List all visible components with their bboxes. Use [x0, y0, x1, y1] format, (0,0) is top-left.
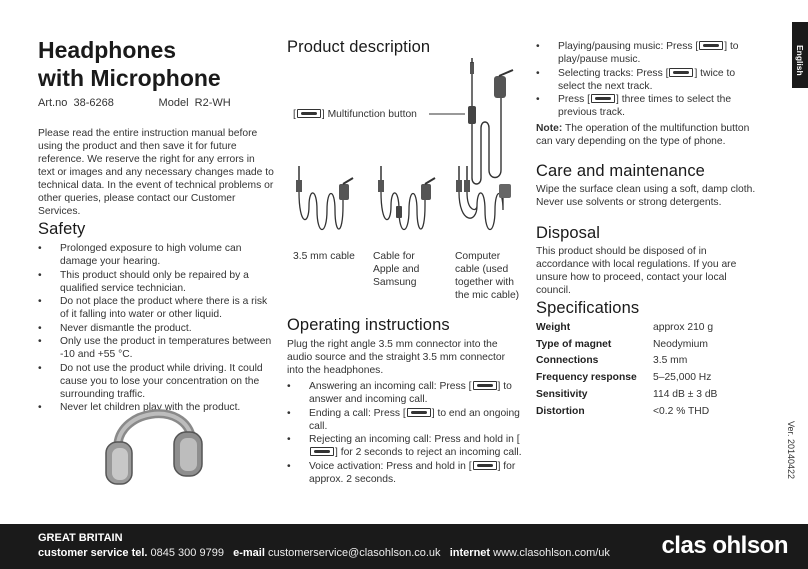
safety-heading: Safety — [38, 220, 86, 238]
multifunction-label: [ ] Multifunction button — [293, 109, 417, 120]
disposal-heading: Disposal — [536, 224, 601, 242]
multifunction-button-icon — [473, 381, 497, 390]
list-item: • Ending a call: Press [ ] to end an ongoing call. — [287, 407, 523, 433]
operating-heading: Operating instructions — [287, 316, 450, 334]
multifunction-button-icon — [473, 461, 497, 470]
list-item: • Do not use the product while driving. It could cause you to lose your concentration on the surrounding traffic. — [38, 362, 274, 401]
care-text: Wipe the surface clean using a soft, damp cloth. Never use solvents or strong detergents. — [536, 184, 756, 208]
cable-caption-computer: Computer cable (used together with the mic cable) — [455, 251, 520, 301]
multifunction-button-icon — [407, 408, 431, 417]
table-row: Sensitivity 114 dB ± 3 dB — [536, 389, 718, 401]
product-description-heading: Product description — [287, 38, 431, 56]
model-label: Model — [158, 97, 189, 109]
list-item: • Never let children play with the product. — [38, 401, 274, 414]
list-item: • Rejecting an incoming call: Press and hold in [] for 2 seconds to reject an incoming call. — [287, 433, 523, 459]
list-item: • Only use the product in temperatures between -10 and +55 °C. — [38, 335, 274, 361]
computer-cable-illustration — [453, 166, 523, 246]
headphones-illustration — [100, 392, 210, 492]
version-label: Ver. 20140422 — [786, 421, 796, 480]
disposal-text: This product should be disposed of in accordance with local regulations. If you are unsure how to proceed, contact your local council. — [536, 246, 737, 296]
multifunction-button-icon — [699, 41, 723, 50]
note-text — [536, 122, 766, 148]
list-item: • Answering an incoming call: Press [ ] to answer and incoming call. — [287, 380, 523, 406]
multifunction-button-icon — [591, 94, 615, 103]
playback-list — [536, 40, 754, 120]
list-item: • Voice activation: Press and hold in [ ] for approx. 2 seconds. — [287, 460, 523, 486]
art-label: Art.no — [38, 97, 68, 109]
list-item: • Playing/pausing music: Press [ ] to play/pause music. — [536, 40, 754, 66]
intro-text: Please read the entire instruction manual before using the product and then save it for future reference. We reserve the right for any errors in text or images and any necessary changes made to technical data. In the event of technical problems or other queries, please contact our Customer Services. — [38, 128, 274, 217]
footer-country: GREAT BRITAIN — [38, 532, 123, 544]
footer — [0, 524, 808, 569]
list-item: • This product should only be repaired by a qualified service technician. — [38, 269, 274, 295]
operating-intro: Plug the right angle 3.5 mm connector into the audio source and the straight 3.5 mm connector into the headphones. — [287, 339, 506, 376]
care-heading: Care and maintenance — [536, 162, 705, 180]
note-label: Note: — [536, 123, 563, 134]
list-item: • Never dismantle the product. — [38, 322, 274, 335]
note-body: The operation of the multifunction button can vary depending on the type of phone. — [536, 123, 750, 147]
article-info — [38, 97, 231, 109]
footer-tel: 0845 300 9799 — [150, 547, 224, 559]
cable-caption-apple-samsung: Cable for Apple and Samsung — [373, 251, 420, 288]
footer-email-link[interactable]: customerservice@clasohlson.co.uk — [267, 547, 441, 559]
cable-caption-35mm: 3.5 mm cable — [293, 251, 355, 262]
cable-35mm-illustration — [291, 166, 361, 246]
list-item: • Press [ ] three times to select the previous track. — [536, 93, 754, 119]
art-number: 38-6268 — [73, 97, 114, 109]
list-item: • Do not place the product where there is a risk of it falling into water or other liquid. — [38, 295, 274, 321]
table-row: Distortion <0.2 % THD — [536, 405, 710, 417]
model-number: R2-WH — [194, 97, 231, 109]
table-row: Frequency response 5–25,000 Hz — [536, 372, 712, 384]
multifunction-button-icon — [310, 447, 334, 456]
page-title — [38, 36, 278, 92]
multifunction-button-icon — [297, 109, 321, 118]
specifications-table — [536, 319, 756, 420]
footer-contact: customer service tel. 0845 300 9799 e-mail customerservice@clasohlson.co.uk internet www.clasohlson.com/uk — [38, 547, 610, 559]
table-row: Type of magnet Neodymium — [536, 338, 708, 350]
table-row: Weight approx 210 g — [536, 321, 714, 333]
cable-apple-samsung-illustration — [373, 166, 443, 246]
multifunction-label-text: Multifunction button — [327, 109, 417, 120]
language-tab: English — [792, 22, 808, 88]
footer-website-link[interactable]: www.clasohlson.com/uk — [493, 547, 610, 559]
list-item: • Prolonged exposure to high volume can damage your hearing. — [38, 242, 274, 268]
operating-list — [287, 380, 523, 486]
specifications-heading: Specifications — [536, 299, 640, 317]
multifunction-button-icon — [669, 68, 693, 77]
title-line-1: Headphones — [38, 37, 177, 63]
brand-logo: clas ohlson — [661, 532, 788, 559]
table-row: Connections 3.5 mm — [536, 355, 688, 367]
list-item: • Selecting tracks: Press [ ] twice to select the next track. — [536, 67, 754, 93]
safety-list — [38, 242, 274, 415]
title-line-2: with Microphone — [38, 65, 221, 91]
